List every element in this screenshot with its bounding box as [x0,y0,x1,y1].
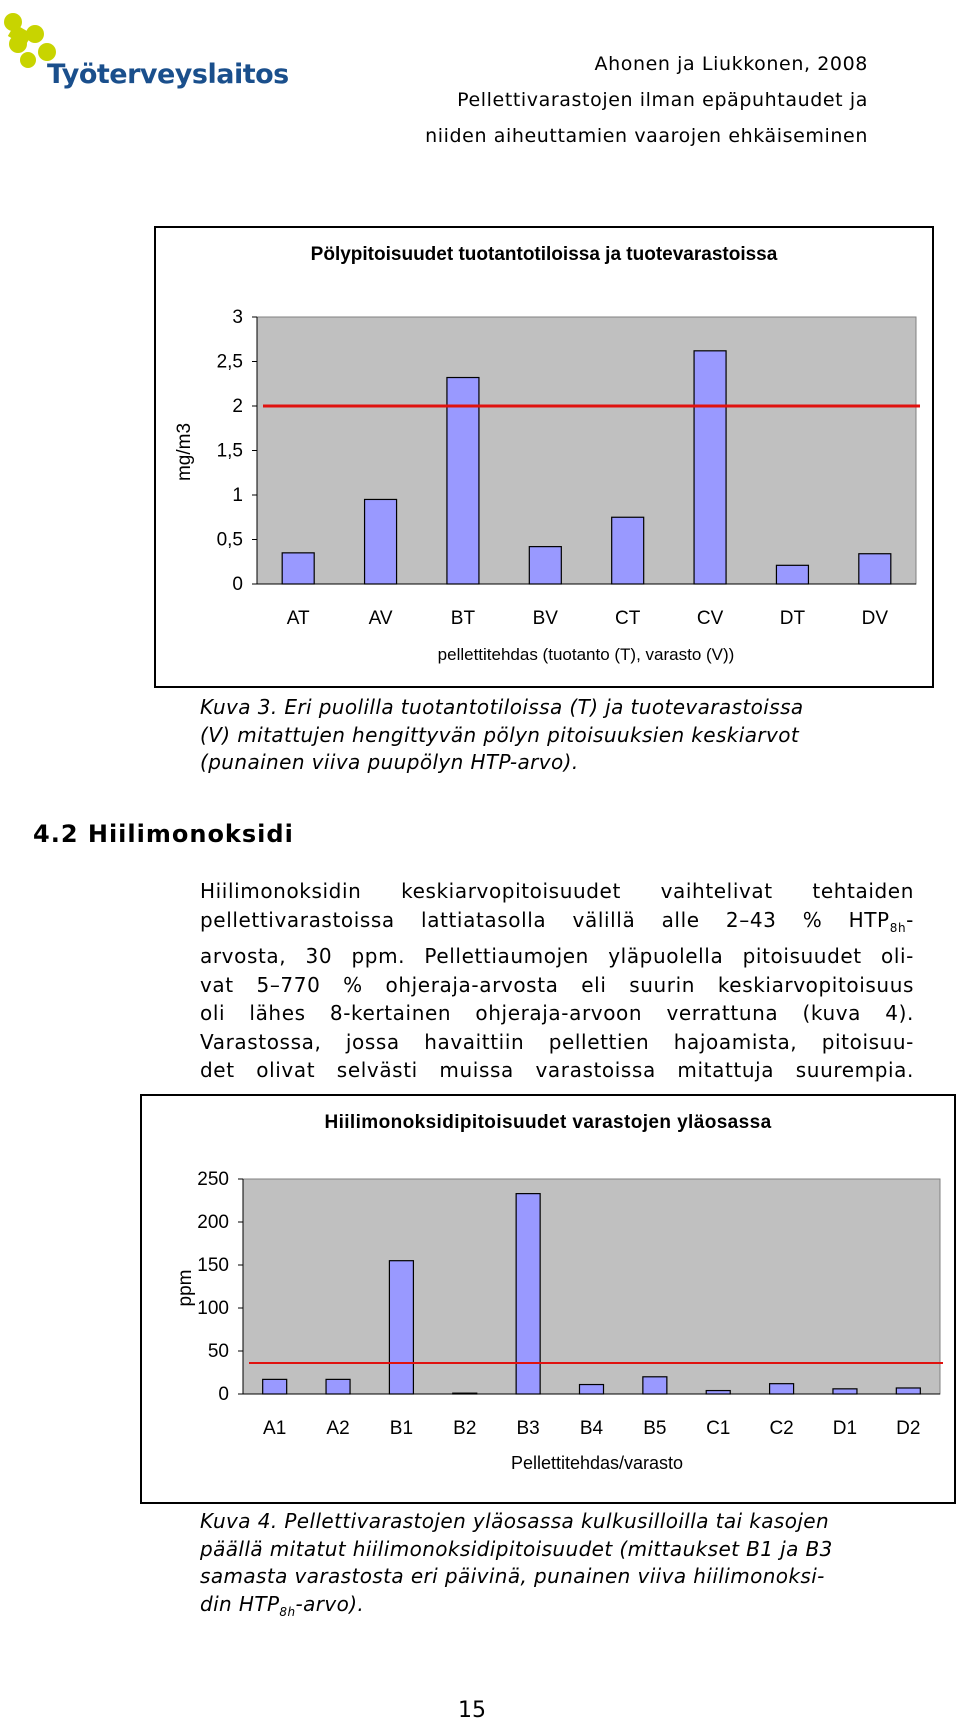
chart2-title: Hiilimonoksidipitoisuudet varastojen yläosassa [324,1112,772,1133]
chart1-bar-AV [365,499,397,584]
chart1-ylabel: mg/m3 [174,422,195,482]
chart1-title: Pölypitoisuudet tuotantotiloissa ja tuotevarastoissa [310,244,778,265]
paragraph-line: vat 5–770 % ohjeraja-arvosta eli suurin keskiarvopitoisuus [200,972,914,997]
chart2-bar-B5 [643,1377,667,1394]
chart2-ytick-label: 200 [197,1212,229,1233]
chart1-ytick-label: 1,5 [216,440,243,462]
chart2-bar-D2 [896,1388,920,1394]
chart1-xtick-label: CT [615,608,641,629]
chart1-ytick-label: 0,5 [216,529,243,551]
figure3-caption [200,694,920,777]
chart2-ylabel: ppm [175,1269,196,1307]
chart1-ytick-label: 1 [232,485,243,506]
paragraph-text: pellettivarastoissa lattiatasolla välillä alle 2–43 % HTP [200,907,890,932]
chart2-ytick-label: 0 [218,1384,229,1405]
figure4-caption-line1: Kuva 4. Pellettivarastojen yläosassa kulkusilloilla tai kasojen [200,1509,830,1533]
chart2-ytick-label: 50 [207,1341,229,1362]
chart2-bar-B1 [389,1261,413,1394]
chart2-xtick-label: C2 [769,1418,794,1439]
header-authors: Ahonen ja Liukkonen, 2008 [594,53,868,75]
figure3-caption-line1: Kuva 3. Eri puolilla tuotantotiloissa (T) ja tuotevarastoissa [200,695,804,719]
chart1-ytick-label: 2,5 [216,351,243,373]
chart2-bar-C1 [706,1391,730,1394]
chart2-bar-A1 [263,1379,287,1394]
logo-text: Työterveyslaitos [47,59,289,90]
chart2-xtick-label: B3 [516,1418,540,1439]
chart1-bar-CV [694,351,726,584]
chart2-ytick-label: 250 [197,1169,229,1190]
paragraph-text: - [906,907,914,932]
paragraph-line: Varastossa, jossa havaittiin pellettien hajoamista, pitoisuu- [200,1029,914,1054]
chart2-xtick-label: A2 [326,1418,350,1439]
chart2-plot [142,1096,954,1502]
chart1-xtick-label: BV [532,608,558,629]
header-title-line2: niiden aiheuttamien vaarojen ehkäiseminen [425,125,868,147]
logo [0,10,289,90]
chart2-plot-area [243,1179,940,1394]
chart2-xtick-label: B4 [579,1418,604,1439]
chart1-xlabel: pellettitehdas (tuotanto (T), varasto (V)) [437,645,735,664]
caption-text: -arvo). [295,1591,365,1616]
chart2-bar-B4 [580,1385,604,1394]
paragraph-line: arvosta, 30 ppm. Pellettiaumojen yläpuolella pitoisuudet oli- [200,944,914,968]
chart-dust-concentrations [154,226,934,688]
chart1-xtick-label: DV [861,608,889,629]
chart1-xtick-label: AV [368,608,393,629]
chart1-ytick-label: 3 [232,307,243,328]
chart2-xtick-label: B1 [389,1418,414,1439]
section-heading: 4.2 Hiilimonoksidi [33,820,294,848]
figure4-caption [200,1508,930,1626]
paragraph-line [200,906,914,943]
chart1-bar-CT [612,517,644,584]
chart1-xtick-label: AT [286,608,310,629]
figure3-caption-line3: (punainen viiva puupölyn HTP-arvo). [200,750,579,774]
figure4-caption-line4 [200,1591,930,1627]
chart1-bar-DV [859,554,891,584]
header-title-line1: Pellettivarastojen ilman epäpuhtaudet ja [457,89,868,111]
chart1-xtick-label: CV [696,608,724,629]
figure4-caption-line2: päällä mitatut hiilimonoksidipitoisuudet (mittaukset B1 ja B3 [200,1536,833,1561]
chart1-ytick-label: 0 [232,574,243,595]
chart2-ytick-label: 100 [197,1298,229,1319]
chart2-xtick-label: A1 [263,1418,287,1439]
chart2-ytick-label: 150 [197,1255,229,1276]
chart2-xtick-label: D2 [896,1418,921,1439]
figure3-caption-line2: (V) mitattujen hengittyvän pölyn pitoisuuksien keskiarvot [200,722,800,747]
chart1-bar-AT [282,553,314,584]
chart2-xtick-label: D1 [832,1418,858,1439]
chart-carbon-monoxide [140,1094,956,1504]
body-paragraph [200,877,914,1085]
chart2-xlabel: Pellettitehdas/varasto [510,1453,684,1473]
htp-subscript: 8h [889,920,907,935]
chart2-bar-A2 [326,1379,350,1394]
figure4-caption-line3: samasta varastosta eri päivinä, punainen viiva hiilimonoksi- [200,1564,825,1588]
chart1-bar-DT [776,565,808,584]
chart2-bar-C2 [770,1384,794,1394]
chart2-xtick-label: C1 [706,1418,731,1439]
chart1-xtick-label: DT [779,608,806,629]
caption-text: din HTP [200,1591,280,1616]
page-number: 15 [458,1698,486,1723]
chart2-bar-D1 [833,1389,857,1394]
chart1-bar-BT [447,378,479,584]
chart1-plot-area [257,317,916,584]
paragraph-line: oli lähes 8-kertainen ohjeraja-arvoon verrattuna (kuva 4). [200,1001,914,1025]
chart2-xtick-label: B5 [643,1418,667,1439]
paragraph-line: det olivat selvästi muissa varastoissa mitattuja suurempia. [200,1058,914,1082]
chart1-bar-BV [529,547,561,584]
chart1-xtick-label: BT [450,608,476,629]
paragraph-line: Hiilimonoksidin keskiarvopitoisuudet vaihtelivat tehtaiden [200,879,914,903]
chart2-xtick-label: B2 [453,1418,477,1439]
chart1-plot [156,228,932,686]
chart1-ytick-label: 2 [232,396,243,417]
htp-subscript: 8h [279,1604,296,1619]
